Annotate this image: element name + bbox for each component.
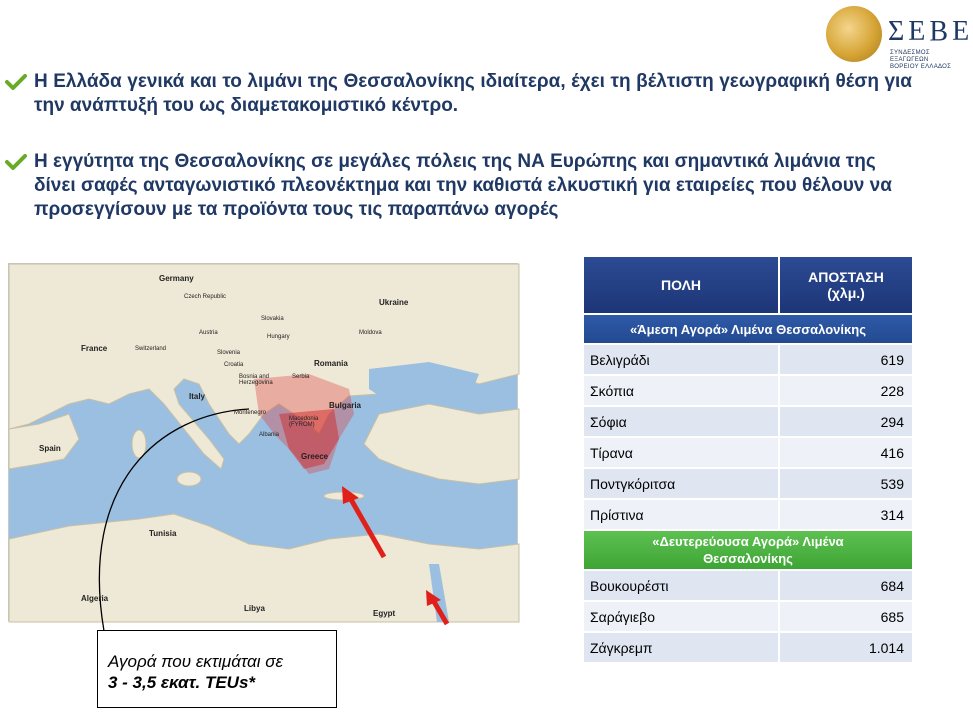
column-header-distance-line-1: ΑΠΟΣΤΑΣΗ bbox=[808, 269, 884, 285]
distance-cell: 684 bbox=[779, 570, 913, 601]
callout-line-2: 3 - 3,5 εκατ. TEUs* bbox=[108, 673, 256, 692]
distance-cell: 539 bbox=[779, 468, 913, 499]
map-label-croatia: Croatia bbox=[224, 362, 244, 368]
map-label-romania: Romania bbox=[314, 359, 348, 368]
section-title-secondary-line-1: «Δευτερεύουσα Αγορά» Λιμένα bbox=[652, 534, 844, 549]
map-label-hungary: Hungary bbox=[267, 334, 290, 340]
city-cell: Σαράγιεβο bbox=[583, 601, 779, 632]
map-label-france: France bbox=[81, 344, 108, 353]
table-row bbox=[583, 375, 913, 406]
checkmark-icon bbox=[6, 74, 26, 90]
map-label-algeria: Algeria bbox=[81, 594, 109, 603]
city-cell: Βελιγράδι bbox=[583, 344, 779, 375]
distance-cell: 685 bbox=[779, 601, 913, 632]
bullet-2 bbox=[6, 150, 912, 222]
table-row bbox=[583, 468, 913, 499]
map-label-albania: Albania bbox=[259, 432, 280, 438]
column-header-distance-line-2: (χλμ.) bbox=[827, 285, 865, 301]
column-header-distance bbox=[779, 256, 913, 314]
column-header-city: ΠΟΛΗ bbox=[583, 256, 779, 314]
map-label-germany: Germany bbox=[159, 274, 194, 283]
distance-cell: 228 bbox=[779, 375, 913, 406]
callout-line-1: Αγορά που εκτιμάται σε bbox=[108, 652, 283, 671]
logo-emblem-icon bbox=[826, 6, 882, 62]
map-label-slovakia: Slovakia bbox=[261, 316, 284, 322]
table-row bbox=[583, 499, 913, 530]
section-header-direct-market bbox=[583, 314, 913, 344]
region-map bbox=[8, 263, 518, 621]
city-cell: Σκόπια bbox=[583, 375, 779, 406]
bullet-1-text: Η Ελλάδα γενικά και το λιμάνι της Θεσσαλονίκης ιδιαίτερα, έχει τη βέλτιστη γεωγραφική θέση για την ανάπτυξή του ως διαμετακομιστικό κέντρο. bbox=[34, 71, 912, 116]
distance-cell: 1.014 bbox=[779, 632, 913, 663]
market-callout bbox=[97, 630, 337, 708]
logo-name: ΣΕΒΕ bbox=[888, 16, 973, 47]
section-title-secondary-market bbox=[583, 530, 913, 570]
table-header-row bbox=[583, 256, 913, 314]
distance-cell: 416 bbox=[779, 437, 913, 468]
city-cell: Τίρανα bbox=[583, 437, 779, 468]
table-row bbox=[583, 601, 913, 632]
bullet-1 bbox=[6, 70, 912, 118]
seve-logo bbox=[826, 6, 973, 70]
logo-subtitle: ΣΥΝΔΕΣΜΟΣ ΕΞΑΓΩΓΕΩΝ ΒΟΡΕΙΟΥ ΕΛΛΑΔΟΣ bbox=[890, 50, 952, 70]
map-label-bosnia: Bosnia and Herzegovina bbox=[239, 374, 273, 386]
map-label-greece: Greece bbox=[301, 452, 329, 461]
map-label-italy: Italy bbox=[189, 392, 206, 401]
distance-cell: 619 bbox=[779, 344, 913, 375]
city-cell: Βουκουρέστι bbox=[583, 570, 779, 601]
map-label-egypt: Egypt bbox=[373, 609, 396, 618]
table-row bbox=[583, 437, 913, 468]
section-header-secondary-market bbox=[583, 530, 913, 570]
city-cell: Ζάγκρεμπ bbox=[583, 632, 779, 663]
map-label-macedonia: Macedonia (FYROM) bbox=[289, 416, 319, 428]
table-row bbox=[583, 344, 913, 375]
map-label-bulgaria: Bulgaria bbox=[329, 401, 362, 410]
map-label-serbia: Serbia bbox=[292, 374, 310, 380]
city-cell: Ποντγκόριτσα bbox=[583, 468, 779, 499]
map-label-libya: Libya bbox=[244, 604, 265, 613]
map-label-ukraine: Ukraine bbox=[379, 298, 409, 307]
map-label-czech: Czech Republic bbox=[184, 294, 227, 300]
map-label-tunisia: Tunisia bbox=[149, 529, 177, 538]
map-label-moldova: Moldova bbox=[359, 330, 382, 336]
section-title-direct-market: «Άμεση Αγορά» Λιμένα Θεσσαλονίκης bbox=[583, 314, 913, 344]
map-label-spain: Spain bbox=[39, 444, 61, 453]
table-row bbox=[583, 406, 913, 437]
section-title-secondary-line-2: Θεσσαλονίκης bbox=[703, 551, 793, 566]
distance-cell: 294 bbox=[779, 406, 913, 437]
map-label-austria: Austria bbox=[199, 330, 218, 336]
map-label-switzerland: Switzerland bbox=[135, 346, 167, 352]
bullet-2-text: Η εγγύτητα της Θεσσαλονίκης σε μεγάλες πόλεις της ΝΑ Ευρώπης και σημαντικά λιμάνια της δίνει σαφές ανταγωνιστικό πλεονέκτημα και την καθιστά ελκυστική για εταιρείες που θέλουν να προσεγγίσουν με τα προϊόντα τους τις παραπάνω αγορές bbox=[34, 151, 892, 220]
distance-table bbox=[582, 255, 914, 664]
checkmark-icon bbox=[6, 154, 26, 170]
table-row bbox=[583, 570, 913, 601]
distance-cell: 314 bbox=[779, 499, 913, 530]
table-row bbox=[583, 632, 913, 663]
map-label-montenegro: Montenegro bbox=[234, 410, 267, 416]
city-cell: Πρίστινα bbox=[583, 499, 779, 530]
map-label-slovenia: Slovenia bbox=[217, 350, 241, 356]
city-cell: Σόφια bbox=[583, 406, 779, 437]
